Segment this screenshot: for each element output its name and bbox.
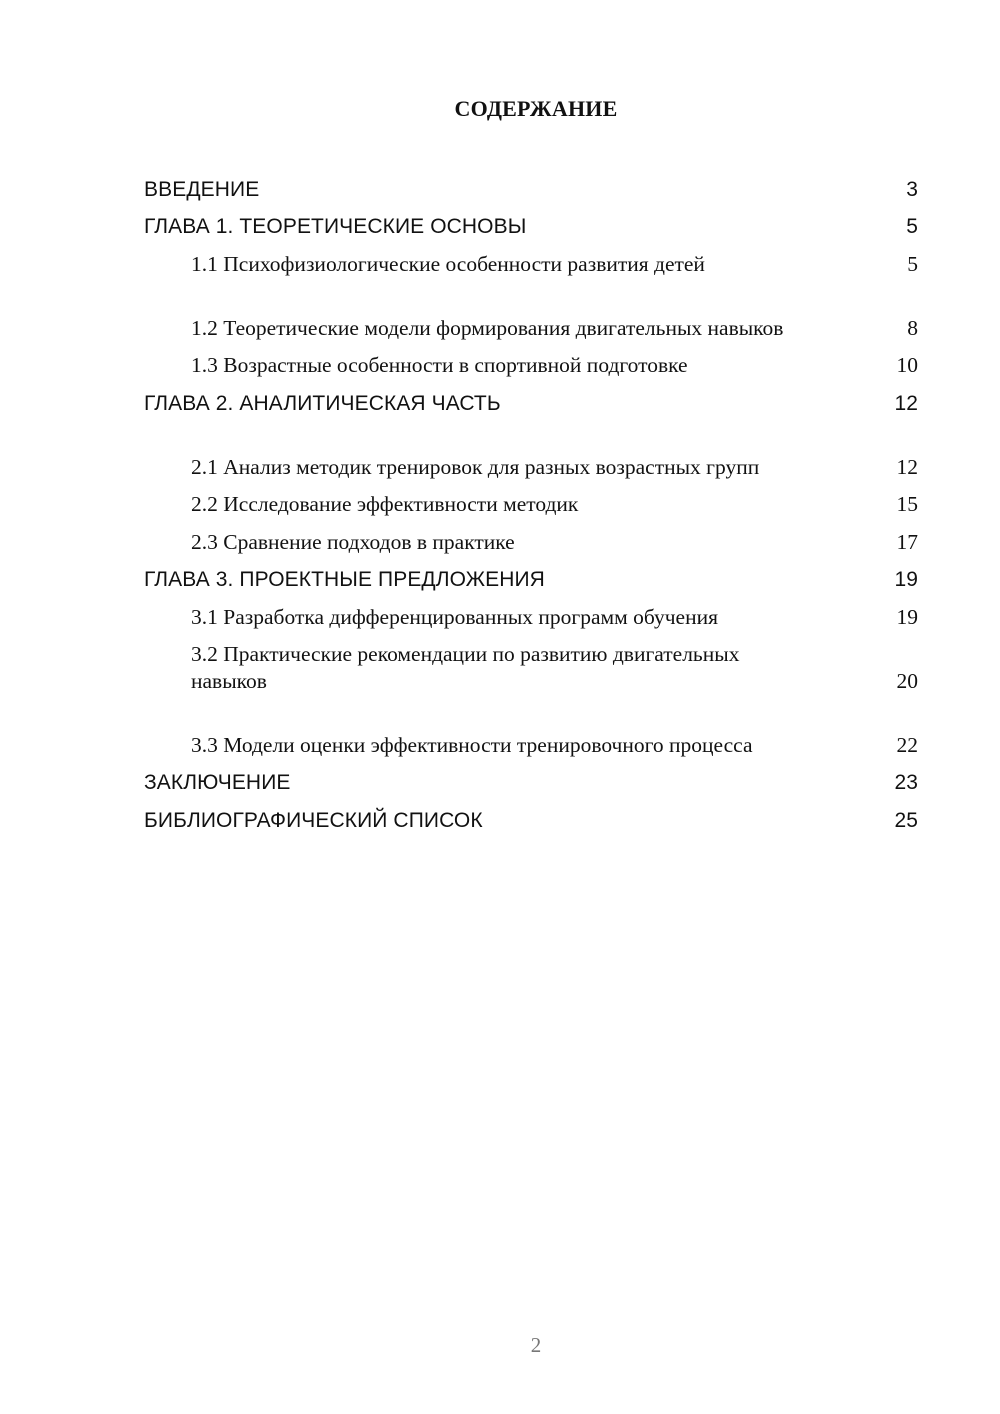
toc-entry-chapter-2[interactable] — [144, 384, 918, 422]
toc-entry-text: 2.2 Исследование эффективности методик — [191, 492, 579, 516]
toc-entry-page: 12 — [896, 454, 918, 479]
toc-entry-text: 3.2 Практические рекомендации по развитию двигательных навыков — [191, 641, 740, 693]
page-number: 2 — [530, 1333, 542, 1357]
toc-entry-page: 23 — [894, 771, 918, 794]
toc-entry-text: ГЛАВА 1. ТЕОРЕТИЧЕСКИЕ ОСНОВЫ — [144, 215, 527, 238]
toc-entry-text: 1.3 Возрастные особенности в спортивной подготовке — [191, 353, 688, 377]
toc-entry-section-2-1[interactable] — [144, 422, 918, 486]
toc-entry-chapter-3[interactable] — [144, 561, 918, 599]
toc-entry-introduction[interactable] — [144, 170, 918, 208]
toc-entry-text: 2.1 Анализ методик тренировок для разных возрастных групп — [191, 454, 760, 479]
toc-entry-text: 3.3 Модели оценки эффективности тренировочного процесса — [191, 732, 753, 757]
toc-entry-text: ЗАКЛЮЧЕНИЕ — [144, 771, 291, 794]
toc-entry-page: 3 — [906, 177, 918, 201]
toc-entry-conclusion[interactable] — [144, 764, 918, 802]
toc-entry-page: 25 — [894, 808, 918, 832]
toc-entry-chapter-1[interactable] — [144, 208, 918, 246]
toc-entry-page: 10 — [896, 353, 918, 377]
toc-entry-section-1-2[interactable] — [144, 283, 918, 347]
toc-entry-section-1-3[interactable] — [144, 347, 918, 385]
page-title: СОДЕРЖАНИЕ — [454, 96, 618, 121]
toc-entry-text: ГЛАВА 3. ПРОЕКТНЫЕ ПРЕДЛОЖЕНИЯ — [144, 568, 545, 591]
toc-entry-page: 22 — [896, 732, 918, 757]
toc-entry-section-3-3[interactable] — [144, 700, 918, 764]
toc-entry-text: 2.3 Сравнение подходов в практике — [191, 529, 515, 554]
toc-entry-section-3-1[interactable] — [144, 598, 918, 636]
toc-entry-page: 19 — [894, 568, 918, 591]
toc-entry-page: 12 — [894, 391, 918, 415]
toc-entry-page: 17 — [896, 529, 918, 554]
toc-entry-text: 1.1 Психофизиологические особенности развития детей — [191, 251, 705, 276]
toc-entry-section-2-2[interactable] — [144, 486, 918, 524]
toc-entry-section-2-3[interactable] — [144, 523, 918, 561]
toc-entry-page: 19 — [896, 604, 918, 629]
toc-entry-text: БИБЛИОГРАФИЧЕСКИЙ СПИСОК — [144, 808, 483, 832]
toc-entry-page: 8 — [907, 315, 918, 340]
toc-entry-page: 5 — [906, 215, 918, 238]
toc-entry-page: 15 — [896, 492, 918, 516]
toc-entry-text: ГЛАВА 2. АНАЛИТИЧЕСКАЯ ЧАСТЬ — [144, 391, 501, 415]
toc-entry-bibliography[interactable] — [144, 801, 918, 839]
toc-entry-page: 5 — [907, 251, 918, 276]
toc-entry-text: ВВЕДЕНИЕ — [144, 177, 260, 201]
toc-entry-page: 20 — [896, 668, 918, 693]
toc-entry-section-1-1[interactable] — [144, 245, 918, 283]
toc-entry-section-3-2[interactable] — [144, 636, 918, 700]
toc-entry-text: 1.2 Теоретические модели формирования двигательных навыков — [191, 315, 784, 340]
toc-entry-text: 3.1 Разработка дифференцированных программ обучения — [191, 604, 718, 629]
table-of-contents — [144, 170, 918, 839]
